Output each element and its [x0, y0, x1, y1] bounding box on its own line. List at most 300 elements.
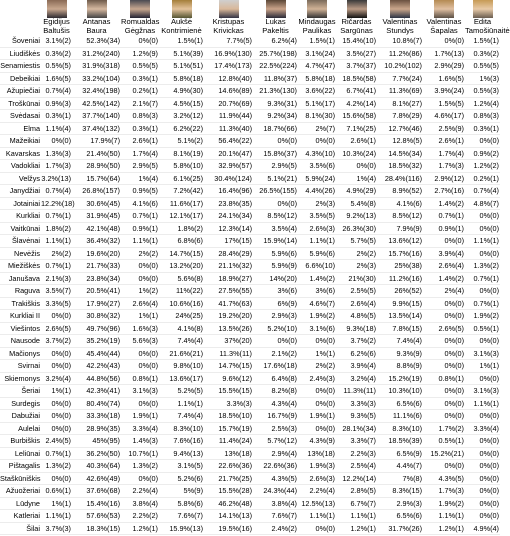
vote-share-cell: 3.3%(7): [336, 435, 377, 448]
vote-share-cell: 4.1%(8): [159, 322, 204, 335]
vote-share-cell: 10.3%(10): [377, 385, 423, 398]
table-row: [0, 410, 500, 423]
vote-share-cell: 0%(0): [121, 260, 159, 273]
vote-share-cell: 14.1%(13): [204, 510, 253, 523]
vote-share-cell: 16.4%(96): [204, 185, 253, 198]
vote-share-cell: 1.7%(3): [423, 160, 465, 173]
vote-share-cell: 5.1%(17): [298, 97, 336, 110]
vote-share-cell: 23.8%(34): [72, 272, 121, 285]
vote-share-cell: 16.9%(130): [204, 47, 253, 60]
vote-share-cell: 26%(52): [377, 285, 423, 298]
vote-share-cell: 2.4%(5): [41, 435, 72, 448]
candidate-last-name: Baura: [86, 25, 107, 35]
vote-share-cell: 0%(0): [465, 447, 500, 460]
vote-share-cell: 4.2%(14): [336, 97, 377, 110]
vote-share-cell: 6.2%(6): [336, 347, 377, 360]
vote-share-cell: 0.7%(1): [121, 210, 159, 223]
vote-share-cell: 0%(0): [121, 35, 159, 47]
vote-share-cell: 10.2%(102): [377, 60, 423, 73]
vote-share-cell: 17.9%(7): [72, 135, 121, 148]
vote-share-cell: 10.6%(16): [159, 297, 204, 310]
vote-share-cell: 8.3%(15): [377, 485, 423, 498]
vote-share-cell: 35.2%(19): [72, 335, 121, 348]
vote-share-cell: 12.1%(17): [159, 210, 204, 223]
vote-share-cell: 0.5%(5): [121, 60, 159, 73]
vote-share-cell: 5.1%(51): [159, 60, 204, 73]
vote-share-cell: 3.3%(5): [41, 297, 72, 310]
district-column-header: [0, 0, 41, 35]
vote-share-cell: 5.2%(6): [159, 472, 204, 485]
vote-share-cell: 5.2%(10): [253, 322, 298, 335]
vote-share-cell: 21.1%(32): [204, 260, 253, 273]
district-name: Janušava: [0, 272, 41, 285]
candidate-photo: [47, 0, 67, 18]
table-row: [0, 110, 500, 123]
vote-share-cell: 5.9%(6): [298, 247, 336, 260]
vote-share-cell: 0.7%(1): [465, 297, 500, 310]
vote-share-cell: 21.3%(130): [253, 85, 298, 98]
vote-share-cell: 11.3%(11): [336, 385, 377, 398]
vote-share-cell: 2.8%(5): [336, 485, 377, 498]
vote-share-cell: 18.5%(32): [377, 160, 423, 173]
vote-share-cell: 6.4%(8): [253, 372, 298, 385]
vote-share-cell: 22.6%(36): [204, 460, 253, 473]
vote-share-cell: 42.5%(142): [72, 97, 121, 110]
vote-share-cell: 1.1%(1): [41, 235, 72, 248]
vote-share-cell: 26.5%(155): [253, 185, 298, 198]
vote-share-cell: 8.3%(10): [159, 422, 204, 435]
vote-share-cell: 18.5%(10): [204, 410, 253, 423]
vote-share-cell: 14%(20): [253, 272, 298, 285]
district-name: Katleriai: [0, 510, 41, 523]
candidate-photo: [347, 0, 367, 18]
candidate-header: [72, 0, 121, 35]
vote-share-cell: 5.4%(8): [336, 197, 377, 210]
vote-share-cell: 18.3%(15): [72, 522, 121, 535]
vote-share-cell: 15.9%(13): [159, 522, 204, 535]
vote-share-cell: 5.2%(5): [159, 385, 204, 398]
vote-share-cell: 6.7%(7): [336, 497, 377, 510]
table-row: [0, 197, 500, 210]
candidate-header: [423, 0, 465, 35]
vote-share-cell: 0.7%(4): [465, 185, 500, 198]
vote-share-cell: 15.2%(19): [377, 372, 423, 385]
vote-share-cell: 1.4%(2): [298, 272, 336, 285]
vote-share-cell: 2.2%(2): [121, 510, 159, 523]
vote-share-cell: 31.9%(45): [72, 210, 121, 223]
vote-share-cell: 1.1%(1): [336, 510, 377, 523]
vote-share-cell: 4.3%(10): [298, 147, 336, 160]
vote-share-cell: 0%(0): [465, 135, 500, 148]
vote-share-cell: 1.9%(2): [423, 497, 465, 510]
vote-share-cell: 0%(0): [423, 397, 465, 410]
vote-share-cell: 11.8%(37): [253, 72, 298, 85]
vote-share-cell: 0.3%(1): [41, 110, 72, 123]
vote-share-cell: 0.8%(1): [423, 372, 465, 385]
vote-share-cell: 13.6%(17): [159, 372, 204, 385]
vote-share-cell: 1%(3): [465, 72, 500, 85]
table-row: [0, 185, 500, 198]
vote-share-cell: 2.6%(4): [423, 260, 465, 273]
candidate-first-name: Ričardas: [341, 17, 372, 26]
vote-share-cell: 0.5%(1): [465, 322, 500, 335]
vote-share-cell: 0%(0): [465, 247, 500, 260]
table-row: [0, 272, 500, 285]
vote-share-cell: 3.3%(4): [121, 422, 159, 435]
table-row: [0, 297, 500, 310]
table-row: [0, 397, 500, 410]
vote-share-cell: 36.2%(50): [72, 447, 121, 460]
vote-share-cell: 2%(2): [41, 247, 72, 260]
vote-share-cell: 4.3%(5): [253, 472, 298, 485]
table-row: [0, 385, 500, 398]
vote-share-cell: 2%(4): [423, 285, 465, 298]
vote-share-cell: 24%(25): [159, 310, 204, 323]
vote-share-cell: 2.9%(3): [253, 310, 298, 323]
vote-share-cell: 11.4%(24): [204, 435, 253, 448]
vote-share-cell: 0.6%(1): [41, 485, 72, 498]
vote-share-cell: 28.9%(35): [72, 422, 121, 435]
vote-share-cell: 4.1%(6): [377, 197, 423, 210]
vote-share-cell: 5.1%(2): [159, 135, 204, 148]
candidate-header: [253, 0, 298, 35]
vote-share-cell: 4.8%(7): [465, 197, 500, 210]
vote-share-cell: 45.4%(44): [72, 347, 121, 360]
vote-share-cell: 0%(0): [41, 422, 72, 435]
vote-share-cell: 23.8%(35): [204, 197, 253, 210]
candidate-photo: [219, 0, 239, 18]
vote-share-cell: 0%(0): [423, 410, 465, 423]
vote-share-cell: 2.6%(5): [423, 322, 465, 335]
candidate-header: [121, 0, 159, 35]
vote-share-cell: 13.6%(12): [377, 235, 423, 248]
table-row: [0, 472, 500, 485]
vote-share-cell: 1%(4): [121, 172, 159, 185]
vote-share-cell: 11.3%(11): [204, 347, 253, 360]
vote-share-cell: 31.7%(26): [377, 522, 423, 535]
table-row: [0, 60, 500, 73]
vote-share-cell: 1.7%(4): [121, 147, 159, 160]
vote-share-cell: 3.1%(3): [465, 385, 500, 398]
vote-share-cell: 18.5%(58): [336, 72, 377, 85]
table-row: [0, 322, 500, 335]
vote-share-cell: 1.5%(1): [298, 35, 336, 47]
vote-share-cell: 5.8%(6): [159, 497, 204, 510]
vote-share-cell: 22.5%(224): [253, 60, 298, 73]
table-row: [0, 447, 500, 460]
candidate-photo: [87, 0, 107, 18]
vote-share-cell: 1.1%(4): [41, 122, 72, 135]
vote-share-cell: 0.2%(1): [121, 85, 159, 98]
vote-share-cell: 0.3%(2): [465, 47, 500, 60]
district-name: Nausode: [0, 335, 41, 348]
table-row: [0, 497, 500, 510]
candidate-first-name: Antanas: [82, 17, 111, 26]
vote-share-cell: 1.2%(1): [336, 522, 377, 535]
vote-share-cell: 0%(0): [41, 472, 72, 485]
vote-share-cell: 6.5%(9): [377, 447, 423, 460]
vote-share-cell: 20.7%(69): [204, 97, 253, 110]
vote-share-cell: 1.4%(3): [121, 435, 159, 448]
vote-share-cell: 2.5%(4): [336, 460, 377, 473]
district-name: Kavarskas: [0, 147, 41, 160]
vote-share-cell: 13.5%(26): [204, 322, 253, 335]
vote-share-cell: 36.4%(32): [72, 235, 121, 248]
vote-share-cell: 9.3%(9): [377, 347, 423, 360]
table-row: [0, 72, 500, 85]
vote-share-cell: 0.8%(3): [465, 110, 500, 123]
vote-share-cell: 11.9%(44): [204, 110, 253, 123]
vote-share-cell: 18.9%(27): [204, 272, 253, 285]
candidate-last-name: Šapalas: [430, 25, 458, 35]
vote-share-cell: 37.7%(140): [72, 110, 121, 123]
vote-share-cell: 37%(20): [204, 335, 253, 348]
vote-share-cell: 10.7%(1): [121, 447, 159, 460]
table-row: [0, 160, 500, 173]
vote-share-cell: 7%(8): [377, 472, 423, 485]
district-name: Dabužiai: [0, 410, 41, 423]
vote-share-cell: 42.2%(43): [72, 360, 121, 373]
vote-share-cell: 6.6%(10): [298, 260, 336, 273]
vote-share-cell: 0.3%(2): [41, 47, 72, 60]
vote-share-cell: 3.5%(4): [253, 222, 298, 235]
vote-share-cell: 0%(0): [423, 235, 465, 248]
vote-share-cell: 11.2%(16): [377, 272, 423, 285]
vote-share-cell: 1.7%(3): [41, 160, 72, 173]
vote-share-cell: 14.5%(34): [377, 147, 423, 160]
candidate-header: [298, 0, 336, 35]
vote-share-cell: 3.1%(5): [159, 460, 204, 473]
vote-share-cell: 1.1%(1): [159, 397, 204, 410]
vote-share-cell: 30.6%(45): [72, 197, 121, 210]
vote-share-cell: 2.6%(4): [336, 297, 377, 310]
table-row: [0, 510, 500, 523]
vote-share-cell: 3.3%(3): [336, 397, 377, 410]
vote-share-cell: 1.6%(5): [423, 72, 465, 85]
table-row: [0, 172, 500, 185]
vote-share-cell: 32.4%(198): [72, 85, 121, 98]
district-name: Velžys: [0, 172, 41, 185]
table-row: [0, 485, 500, 498]
vote-share-cell: 2.1%(7): [121, 97, 159, 110]
district-name: Ažuožeriai: [0, 485, 41, 498]
vote-share-cell: 3.1%(24): [298, 47, 336, 60]
vote-share-cell: 14.6%(89): [204, 85, 253, 98]
vote-share-cell: 0.8%(1): [121, 372, 159, 385]
vote-share-cell: 0%(0): [465, 410, 500, 423]
vote-share-cell: 46.2%(48): [204, 497, 253, 510]
vote-share-cell: 20.5%(41): [72, 285, 121, 298]
district-name: Pištagalis: [0, 460, 41, 473]
district-name: Šlavėnai: [0, 235, 41, 248]
vote-share-cell: 0%(0): [298, 422, 336, 435]
vote-share-cell: 7.1%(25): [336, 122, 377, 135]
candidate-last-name: Paulikas: [302, 25, 332, 35]
vote-share-cell: 0%(0): [465, 497, 500, 510]
candidate-photo: [434, 0, 454, 18]
table-row: [0, 522, 500, 535]
vote-share-cell: 3.9%(4): [423, 247, 465, 260]
vote-share-cell: 12.7%(46): [377, 122, 423, 135]
vote-share-cell: 1.4%(2): [423, 272, 465, 285]
vote-share-cell: 3%(6): [298, 285, 336, 298]
vote-share-cell: 13.5%(14): [377, 310, 423, 323]
table-row: [0, 372, 500, 385]
vote-share-cell: 0%(0): [41, 410, 72, 423]
vote-share-cell: 0.3%(1): [121, 122, 159, 135]
vote-share-cell: 0%(0): [423, 460, 465, 473]
vote-share-cell: 6.5%(6): [377, 510, 423, 523]
vote-share-cell: 44.8%(56): [72, 372, 121, 385]
vote-share-cell: 0%(0): [121, 272, 159, 285]
vote-share-cell: 1%(1): [465, 360, 500, 373]
vote-share-cell: 1%(1): [121, 310, 159, 323]
vote-share-cell: 2.6%(4): [121, 297, 159, 310]
vote-share-cell: 8.2%(8): [253, 385, 298, 398]
vote-share-cell: 42.1%(48): [72, 222, 121, 235]
vote-share-cell: 6%(9): [253, 297, 298, 310]
vote-share-cell: 1.2%(1): [423, 522, 465, 535]
vote-share-cell: 3.5%(7): [41, 285, 72, 298]
candidate-first-name: Aukšė: [170, 17, 193, 26]
vote-share-cell: 0%(0): [465, 460, 500, 473]
vote-share-cell: 2.6%(1): [336, 135, 377, 148]
vote-share-cell: 2.9%(29): [423, 60, 465, 73]
vote-share-cell: 1.9%(2): [298, 310, 336, 323]
vote-share-cell: 1.9%(1): [121, 410, 159, 423]
vote-share-cell: 8.3%(10): [377, 422, 423, 435]
vote-share-cell: 0.7%(1): [423, 210, 465, 223]
vote-share-cell: 0.2%(1): [465, 172, 500, 185]
vote-share-cell: 56.4%(22): [204, 135, 253, 148]
table-row: [0, 135, 500, 148]
district-name: Burbiškis: [0, 435, 41, 448]
vote-share-cell: 2.5%(3): [253, 422, 298, 435]
vote-share-cell: 2%(3): [298, 197, 336, 210]
vote-share-cell: 2.1%(2): [253, 347, 298, 360]
district-name: Miežiškės: [0, 260, 41, 273]
vote-share-cell: 7.2%(42): [159, 185, 204, 198]
vote-share-cell: 1.2%(4): [465, 97, 500, 110]
vote-share-cell: 16.7%(9): [253, 410, 298, 423]
vote-share-cell: 6.2%(4): [253, 35, 298, 47]
vote-share-cell: 2.9%(4): [253, 447, 298, 460]
vote-share-cell: 6.1%(25): [159, 172, 204, 185]
candidate-header: [159, 0, 204, 35]
vote-share-cell: 22.6%(36): [253, 460, 298, 473]
vote-share-cell: 2.9%(5): [121, 160, 159, 173]
vote-share-cell: 5.6%(3): [121, 335, 159, 348]
candidate-last-name: Kontrimienė: [161, 25, 202, 35]
vote-share-cell: 13%(18): [204, 447, 253, 460]
vote-share-cell: 11.1%(6): [377, 410, 423, 423]
vote-share-cell: 0.8%(3): [121, 110, 159, 123]
vote-share-cell: 1.1%(1): [121, 235, 159, 248]
vote-share-cell: 0%(0): [465, 485, 500, 498]
district-name: Surdegis: [0, 397, 41, 410]
vote-share-cell: 1.8%(2): [41, 222, 72, 235]
district-name: Šilai: [0, 522, 41, 535]
vote-share-cell: 8.5%(12): [253, 210, 298, 223]
vote-share-cell: 0%(0): [121, 347, 159, 360]
vote-share-cell: 28.4%(116): [377, 172, 423, 185]
vote-share-cell: 12.8%(5): [377, 135, 423, 148]
district-name: Skiemonys: [0, 372, 41, 385]
vote-share-cell: 25%(38): [377, 260, 423, 273]
table-row: [0, 360, 500, 373]
vote-share-cell: 32.9%(57): [204, 160, 253, 173]
district-name: Mačionys: [0, 347, 41, 360]
vote-share-cell: 0%(0): [465, 335, 500, 348]
vote-share-cell: 3.3%(4): [465, 422, 500, 435]
vote-share-cell: 1.4%(2): [423, 197, 465, 210]
vote-share-cell: 3.7%(2): [336, 335, 377, 348]
district-name: Raguva: [0, 285, 41, 298]
vote-share-cell: 9.2%(34): [253, 110, 298, 123]
table-row: [0, 222, 500, 235]
vote-share-cell: 3%(6): [253, 285, 298, 298]
district-name: Šeriai: [0, 385, 41, 398]
district-name: Svėdasai: [0, 110, 41, 123]
vote-share-cell: 15.2%(21): [423, 447, 465, 460]
vote-share-cell: 1.2%(1): [121, 522, 159, 535]
vote-share-cell: 1.7%(2): [423, 422, 465, 435]
vote-share-cell: 1%(4): [336, 172, 377, 185]
vote-share-cell: 0.9%(5): [121, 185, 159, 198]
vote-share-cell: 0%(0): [121, 472, 159, 485]
table-row: [0, 347, 500, 360]
vote-share-cell: 30.4%(124): [204, 172, 253, 185]
vote-share-cell: 4.3%(9): [298, 435, 336, 448]
vote-share-cell: 40.3%(64): [72, 460, 121, 473]
vote-share-cell: 37.4%(132): [72, 122, 121, 135]
vote-share-cell: 6.7%(41): [336, 85, 377, 98]
vote-share-cell: 0%(0): [423, 297, 465, 310]
vote-share-cell: 0%(0): [423, 360, 465, 373]
table-row: [0, 122, 500, 135]
district-name: Ažupiečiai: [0, 85, 41, 98]
vote-share-cell: 13%(18): [298, 447, 336, 460]
vote-share-cell: 7.7%(5): [204, 35, 253, 47]
vote-share-cell: 1.3%(2): [41, 460, 72, 473]
vote-share-cell: 9.2%(13): [336, 210, 377, 223]
vote-share-cell: 0.9%(1): [423, 222, 465, 235]
vote-share-cell: 42.6%(49): [72, 472, 121, 485]
vote-share-cell: 1.9%(2): [465, 310, 500, 323]
vote-share-cell: 15.8%(37): [253, 147, 298, 160]
vote-share-cell: 1%(1): [41, 497, 72, 510]
vote-share-cell: 11%(22): [159, 285, 204, 298]
vote-share-cell: 1.3%(2): [121, 460, 159, 473]
vote-share-cell: 17.9%(27): [72, 297, 121, 310]
vote-share-cell: 3.7%(3): [41, 522, 72, 535]
vote-share-cell: 1.9%(3): [298, 460, 336, 473]
vote-share-cell: 28.9%(50): [72, 160, 121, 173]
table-row: [0, 310, 500, 323]
vote-share-cell: 0%(0): [336, 160, 377, 173]
table-row: [0, 422, 500, 435]
candidate-header: [41, 0, 72, 35]
vote-share-cell: 1.3%(3): [41, 147, 72, 160]
vote-share-cell: 1.1%(1): [423, 510, 465, 523]
vote-share-cell: 3.1%(3): [121, 385, 159, 398]
vote-share-cell: 4.8%(5): [336, 310, 377, 323]
vote-share-cell: 0%(0): [465, 472, 500, 485]
vote-share-cell: 9.6%(12): [204, 372, 253, 385]
vote-share-cell: 3.5%(6): [298, 160, 336, 173]
candidate-photo: [307, 0, 327, 18]
vote-share-cell: 1.1%(1): [298, 510, 336, 523]
